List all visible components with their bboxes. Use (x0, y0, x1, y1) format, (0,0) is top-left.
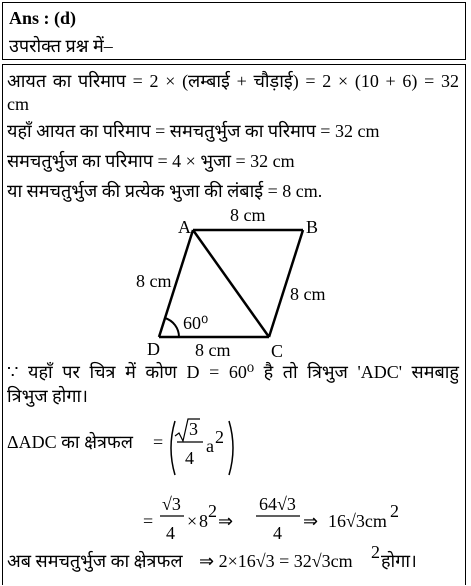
calc-result: 16√3cm (328, 511, 387, 531)
formula-den: 4 (185, 448, 194, 468)
calc-arrow2: ⇒ (303, 511, 319, 531)
equal-perimeter-line: यहाँ आयत का परिमाप = समचतुर्भुज का परिमाप = 32 cm (7, 121, 380, 141)
equilateral-line: ∵ यहाँ पर चित्र में कोण D = 60⁰ है तो त्रिभुज 'ADC' समबाहु (7, 362, 459, 382)
vertex-a: A (178, 217, 191, 237)
angle-label: 60⁰ (183, 313, 209, 333)
side-bc-label: 8 cm (290, 284, 326, 304)
calc-sq1: √3 (162, 494, 181, 514)
final-suffix: होगा। (381, 551, 417, 571)
calc-e1: 2 (208, 501, 217, 521)
calc-num2: 64√3 (259, 494, 296, 514)
svg-text:×: × (187, 511, 198, 531)
area-math (3, 65, 465, 586)
perimeter-line-cont: cm (7, 94, 29, 114)
final-expr: ⇒ 2×16√3 = 32√3cm (199, 551, 353, 571)
vertex-c: C (271, 341, 284, 361)
perimeter-line: आयत का परिमाप = 2 × (लम्बाई + चौड़ाई) = 2 × (10 + 6) = 32 (7, 71, 459, 91)
rhombus-perimeter-line: समचतुर्भुज का परिमाप = 4 × भुजा = 32 cm (7, 151, 295, 171)
answer-box (2, 2, 466, 60)
svg-text:=: = (143, 511, 154, 531)
formula-exp: 2 (215, 427, 224, 447)
solution-box (2, 64, 466, 585)
vertex-b: B (306, 217, 319, 237)
area-label: ΔADC का क्षेत्रफल (7, 432, 133, 452)
svg-text:=: = (153, 432, 164, 452)
answer-heading: उपरोक्त प्रश्न में– (9, 36, 113, 56)
side-ad-label: 8 cm (136, 271, 172, 291)
formula-root: 3 (189, 419, 198, 439)
calc-e2: 2 (390, 501, 399, 521)
side-ab-label: 8 cm (230, 205, 266, 225)
side-dc-label: 8 cm (195, 340, 231, 360)
calc-d1: 4 (166, 523, 175, 543)
calc-arrow1: ⇒ (218, 511, 234, 531)
calc-d2: 4 (273, 523, 282, 543)
side-length-line: या समचतुर्भुज की प्रत्येक भुजा की लंबाई = 8 cm. (7, 181, 323, 201)
calc-base: 8 (199, 511, 208, 531)
equilateral-line-cont: त्रिभुज होगा। (7, 386, 88, 406)
formula-var: a (206, 436, 214, 456)
final-exp: 2 (371, 542, 380, 562)
vertex-d: D (147, 339, 160, 359)
final-prefix: अब समचतुर्भुज का क्षेत्रफल (7, 551, 183, 571)
answer-label: Ans : (d) (9, 8, 77, 28)
